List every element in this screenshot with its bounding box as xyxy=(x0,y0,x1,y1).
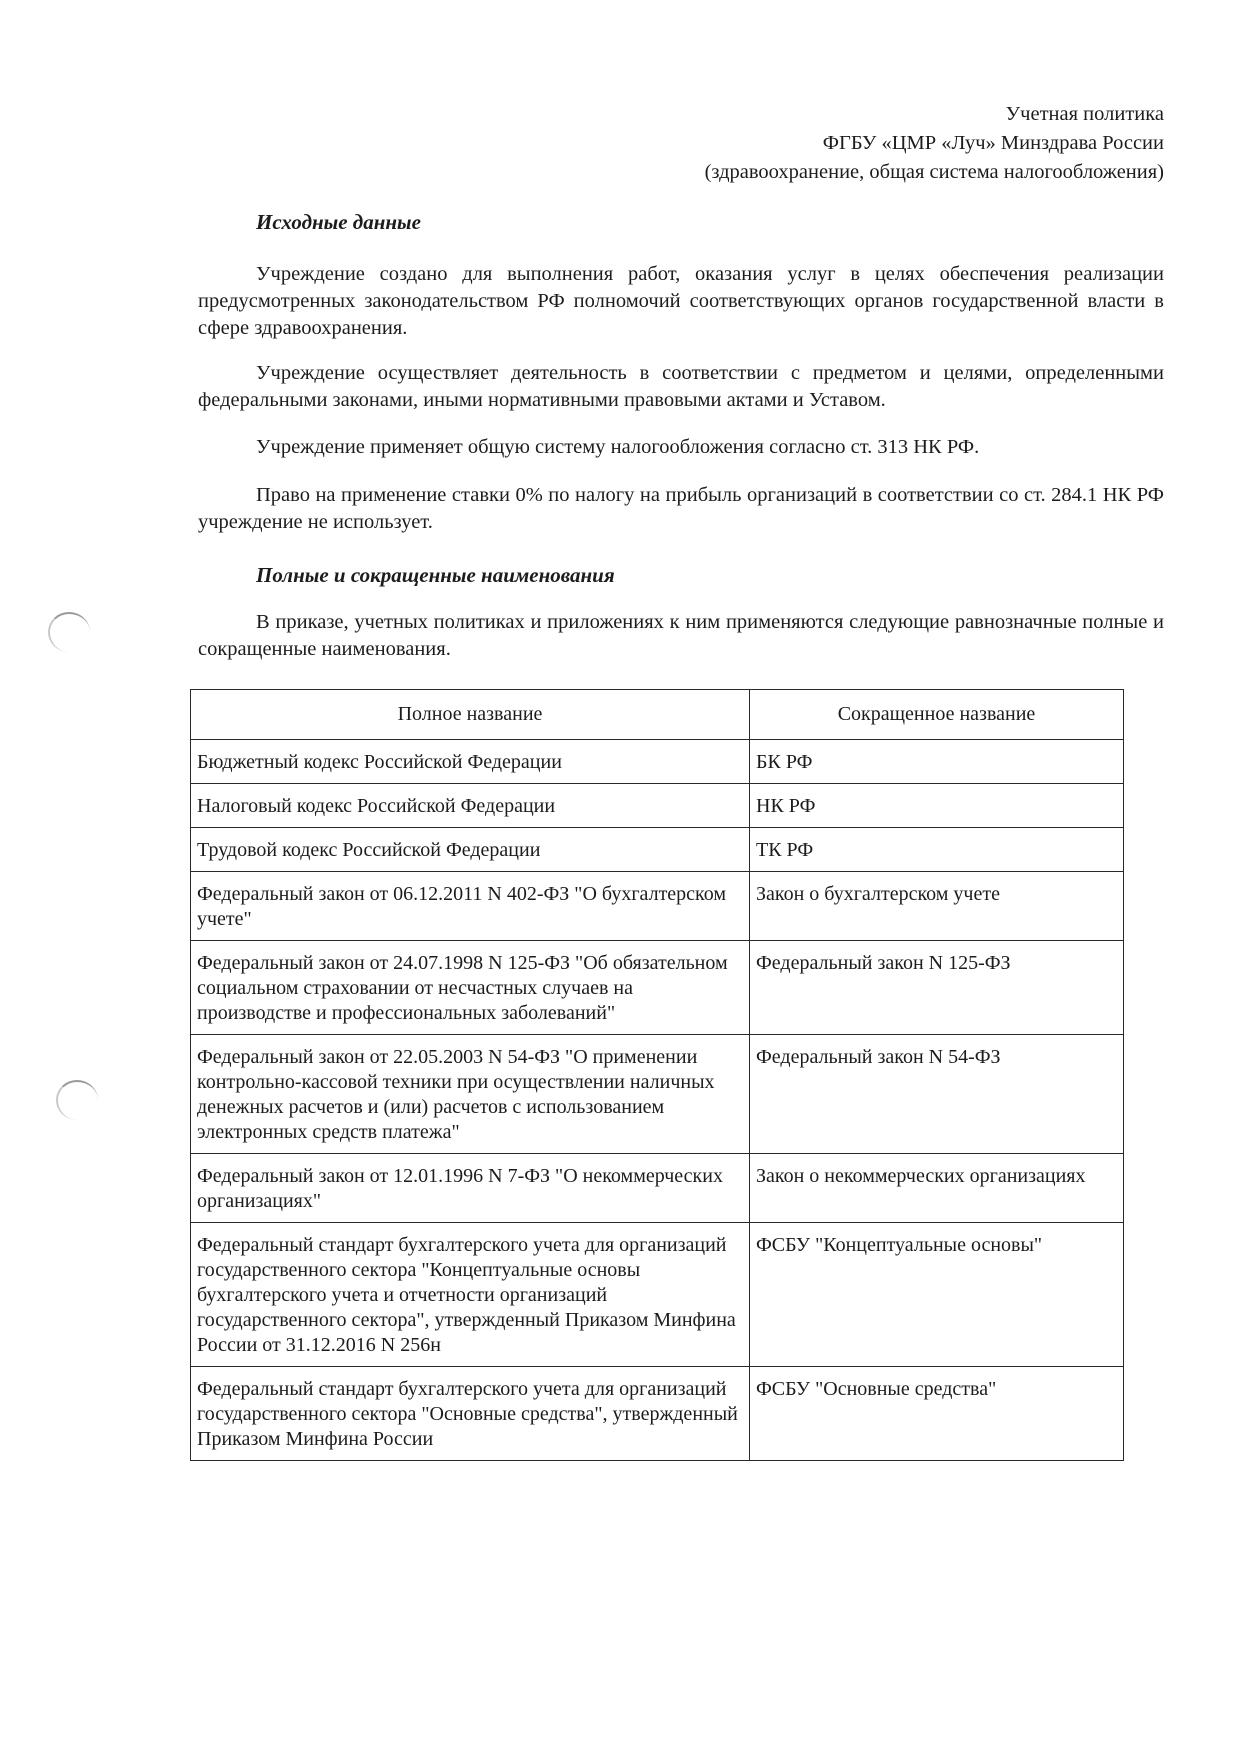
short-name-cell: Закон о бухгалтерском учете xyxy=(750,872,1124,941)
full-name-cell: Федеральный стандарт бухгалтерского учета для организаций государственного сектора "Концептуальные основы бухгалтерского учета и отчетности организаций государственного сектора", утвержденный Приказом Минфина России от 31.12.2016 N 256н xyxy=(191,1223,750,1367)
short-name-cell: Федеральный закон N 54-ФЗ xyxy=(750,1035,1124,1154)
section-heading-names: Полные и сокращенные наименования xyxy=(256,563,615,587)
punch-hole-mark xyxy=(48,612,90,652)
table-header-row xyxy=(191,690,1124,740)
full-name-cell: Федеральный закон от 22.05.2003 N 54-ФЗ "О применении контрольно-кассовой техники при осуществлении наличных денежных расчетов и (или) расчетов с использованием электронных средств платежа" xyxy=(191,1035,750,1154)
document-header xyxy=(705,100,1164,187)
short-name-cell: НК РФ xyxy=(750,784,1124,828)
table-row xyxy=(191,784,1124,828)
full-name-cell: Федеральный закон от 24.07.1998 N 125-ФЗ "Об обязательном социальном страховании от несчастных случаев на производстве и профессиональных заболеваний" xyxy=(191,941,750,1035)
paragraph: Учреждение применяет общую систему налогообложения согласно ст. 313 НК РФ. xyxy=(256,436,980,458)
full-name-cell: Налоговый кодекс Российской Федерации xyxy=(191,784,750,828)
table-row xyxy=(191,941,1124,1035)
paragraph: Учреждение создано для выполнения работ, оказания услуг в целях обеспечения реализации предусмотренных законодательством РФ полномочий соответствующих органов государственной власти в сфере здравоохранения. xyxy=(198,263,1164,339)
short-name-cell: БК РФ xyxy=(750,740,1124,784)
header-line-3: (здравоохранение, общая система налогообложения) xyxy=(704,161,1164,183)
column-header-short-name: Сокращенное название xyxy=(750,690,1124,740)
full-name-cell: Федеральный закон от 06.12.2011 N 402-ФЗ "О бухгалтерском учете" xyxy=(191,872,750,941)
paragraph: В приказе, учетных политиках и приложениях к ним применяются следующие равнозначные полные и сокращенные наименования. xyxy=(198,611,1164,660)
table-row xyxy=(191,1154,1124,1223)
punch-hole-mark xyxy=(56,1080,98,1120)
short-name-cell: Федеральный закон N 125-ФЗ xyxy=(750,941,1124,1035)
full-name-cell: Федеральный закон от 12.01.1996 N 7-ФЗ "О некоммерческих организациях" xyxy=(191,1154,750,1223)
table-row xyxy=(191,1223,1124,1367)
table-row xyxy=(191,1367,1124,1461)
section-heading-initial-data: Исходные данные xyxy=(256,210,421,234)
paragraph: Учреждение осуществляет деятельность в соответствии с предметом и целями, определенными федеральными законами, иными нормативными правовыми актами и Уставом. xyxy=(198,362,1164,411)
full-name-cell: Трудовой кодекс Российской Федерации xyxy=(191,828,750,872)
paragraph: Право на применение ставки 0% по налогу на прибыль организаций в соответствии со ст. 284.1 НК РФ учреждение не использует. xyxy=(198,484,1164,533)
short-name-cell: Закон о некоммерческих организациях xyxy=(750,1154,1124,1223)
short-name-cell: ФСБУ "Основные средства" xyxy=(750,1367,1124,1461)
header-line-1: Учетная политика xyxy=(1005,103,1164,125)
table-row xyxy=(191,872,1124,941)
header-line-2: ФГБУ «ЦМР «Луч» Минздрава России xyxy=(822,132,1164,154)
table-row xyxy=(191,828,1124,872)
short-name-cell: ФСБУ "Концептуальные основы" xyxy=(750,1223,1124,1367)
short-name-cell: ТК РФ xyxy=(750,828,1124,872)
full-name-cell: Федеральный стандарт бухгалтерского учета для организаций государственного сектора "Основные средства", утвержденный Приказом Минфина России xyxy=(191,1367,750,1461)
names-table xyxy=(190,689,1124,1461)
table-row xyxy=(191,1035,1124,1154)
column-header-full-name: Полное название xyxy=(191,690,750,740)
table-row xyxy=(191,740,1124,784)
full-name-cell: Бюджетный кодекс Российской Федерации xyxy=(191,740,750,784)
